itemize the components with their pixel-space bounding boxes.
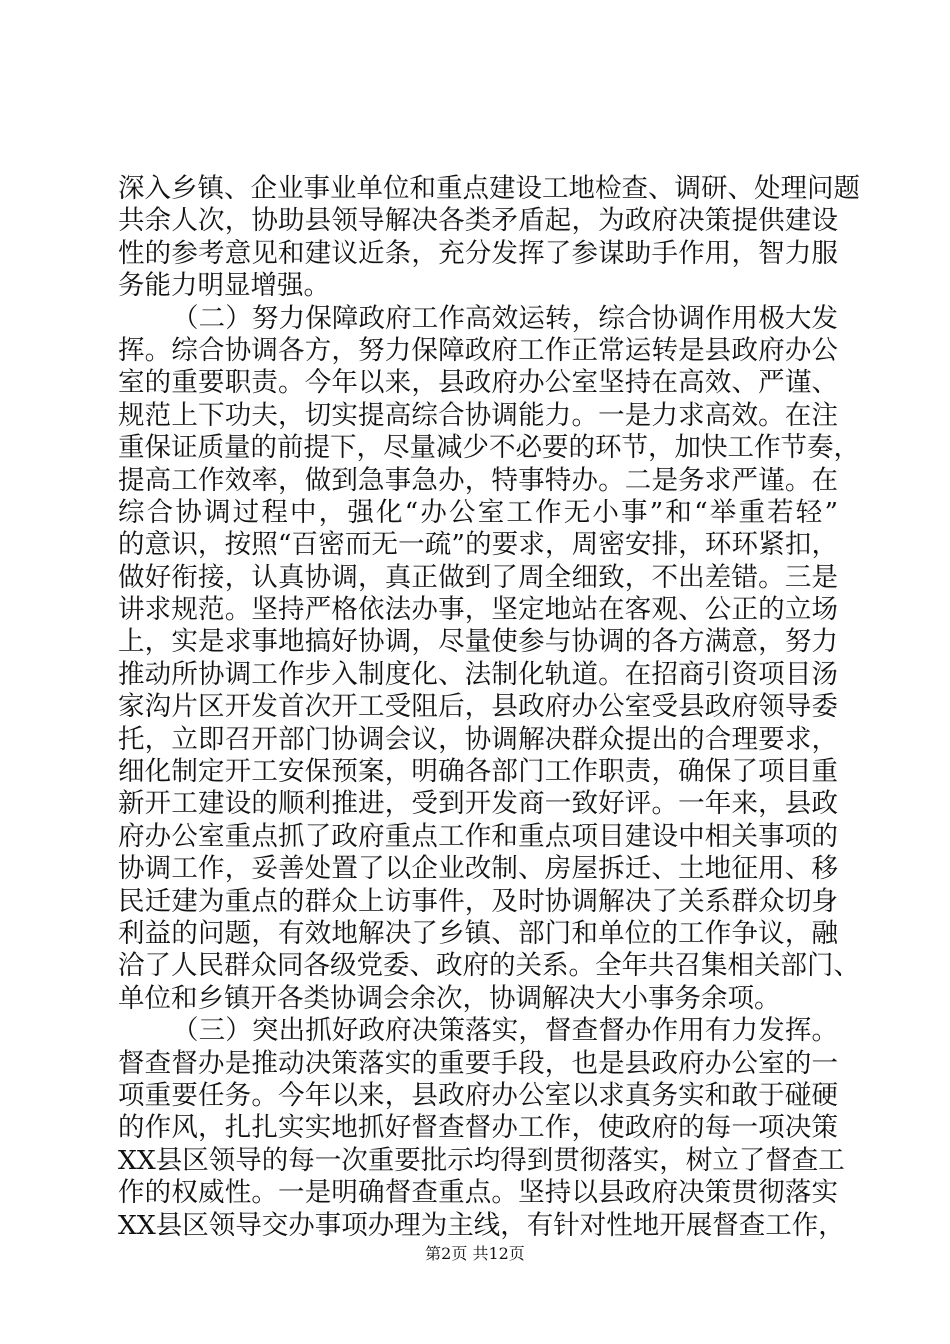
text-line: 托，立即召开部门协调会议，协调解决群众提出的合理要求， bbox=[118, 723, 838, 755]
text-line: 规范上下功夫，切实提高综合协调能力。一是力求高效。在注 bbox=[118, 399, 838, 431]
text-line: 细化制定开工安保预案，明确各部门工作职责，确保了项目重 bbox=[118, 756, 838, 788]
text-line: 协调工作，妥善处置了以企业改制、房屋拆迁、土地征用、移 bbox=[118, 853, 838, 885]
text-line: 共余人次，协助县领导解决各类矛盾起，为政府决策提供建设 bbox=[118, 205, 838, 237]
text-line: 深入乡镇、企业事业单位和重点建设工地检查、调研、处理问题 bbox=[118, 173, 860, 204]
text-line: 提高工作效率，做到急事急办，特事特办。二是务求严谨。在 bbox=[118, 464, 838, 496]
text-line: 室的重要职责。今年以来，县政府办公室坚持在高效、严谨、 bbox=[118, 367, 838, 399]
text-line: XX县区领导交办事项办理为主线，有针对性地开展督查工作， bbox=[118, 1209, 845, 1241]
text-line: XX县区领导的每一次重要批示均得到贯彻落实，树立了督查工 bbox=[118, 1144, 845, 1176]
text-line: （三）突出抓好政府决策落实，督查督办作用有力发挥。 bbox=[172, 1015, 838, 1047]
text-line: 务能力明显增强。 bbox=[118, 270, 330, 302]
text-line: 挥。综合协调各方，努力保障政府工作正常运转是县政府办公 bbox=[118, 334, 838, 366]
text-line: 讲求规范。坚持严格依法办事，坚定地站在客观、公正的立场 bbox=[118, 594, 838, 626]
text-line: 新开工建设的顺利推进，受到开发商一致好评。一年来，县政 bbox=[118, 788, 838, 820]
text-line: 重保证质量的前提下，尽量减少不必要的环节，加快工作节奏， bbox=[118, 432, 860, 464]
text-line: 的作风，扎扎实实地抓好督查督办工作，使政府的每一项决策 bbox=[118, 1112, 838, 1144]
text-line: 督查督办是推动决策落实的重要手段，也是县政府办公室的一 bbox=[118, 1047, 838, 1079]
text-line: 利益的问题，有效地解决了乡镇、部门和单位的工作争议，融 bbox=[118, 917, 838, 949]
text-line: 的意识，按照“百密而无一疏”的要求，周密安排，环环紧扣， bbox=[118, 529, 838, 561]
text-line: 府办公室重点抓了政府重点工作和重点项目建设中相关事项的 bbox=[118, 820, 838, 852]
text-line: 推动所协调工作步入制度化、法制化轨道。在招商引资项目汤 bbox=[118, 658, 838, 690]
text-line: （二）努力保障政府工作高效运转，综合协调作用极大发 bbox=[172, 302, 838, 334]
document-body bbox=[118, 173, 860, 1242]
text-line: 性的参考意见和建议近条，充分发挥了参谋助手作用，智力服 bbox=[118, 237, 838, 269]
text-line: 作的权威性。一是明确督查重点。坚持以县政府决策贯彻落实 bbox=[118, 1177, 838, 1209]
text-line: 民迁建为重点的群众上访事件，及时协调解决了关系群众切身 bbox=[118, 885, 838, 917]
text-line: 洽了人民群众同各级党委、政府的关系。全年共召集相关部门、 bbox=[118, 950, 860, 982]
text-line: 单位和乡镇开各类协调会余次，协调解决大小事务余项。 bbox=[118, 982, 781, 1014]
text-line: 做好衔接，认真协调，真正做到了周全细致，不出差错。三是 bbox=[118, 561, 838, 593]
page-footer bbox=[0, 1244, 950, 1264]
text-line: 家沟片区开发首次开工受阻后，县政府办公室受县政府领导委 bbox=[118, 691, 838, 723]
page-number: 第2页 共12页 bbox=[425, 1244, 525, 1263]
text-line: 综合协调过程中，强化“办公室工作无小事”和“举重若轻” bbox=[118, 496, 838, 528]
text-line: 项重要任务。今年以来，县政府办公室以求真务实和敢于碰硬 bbox=[118, 1079, 838, 1111]
text-line: 上，实是求事地搞好协调，尽量使参与协调的各方满意，努力 bbox=[118, 626, 838, 658]
